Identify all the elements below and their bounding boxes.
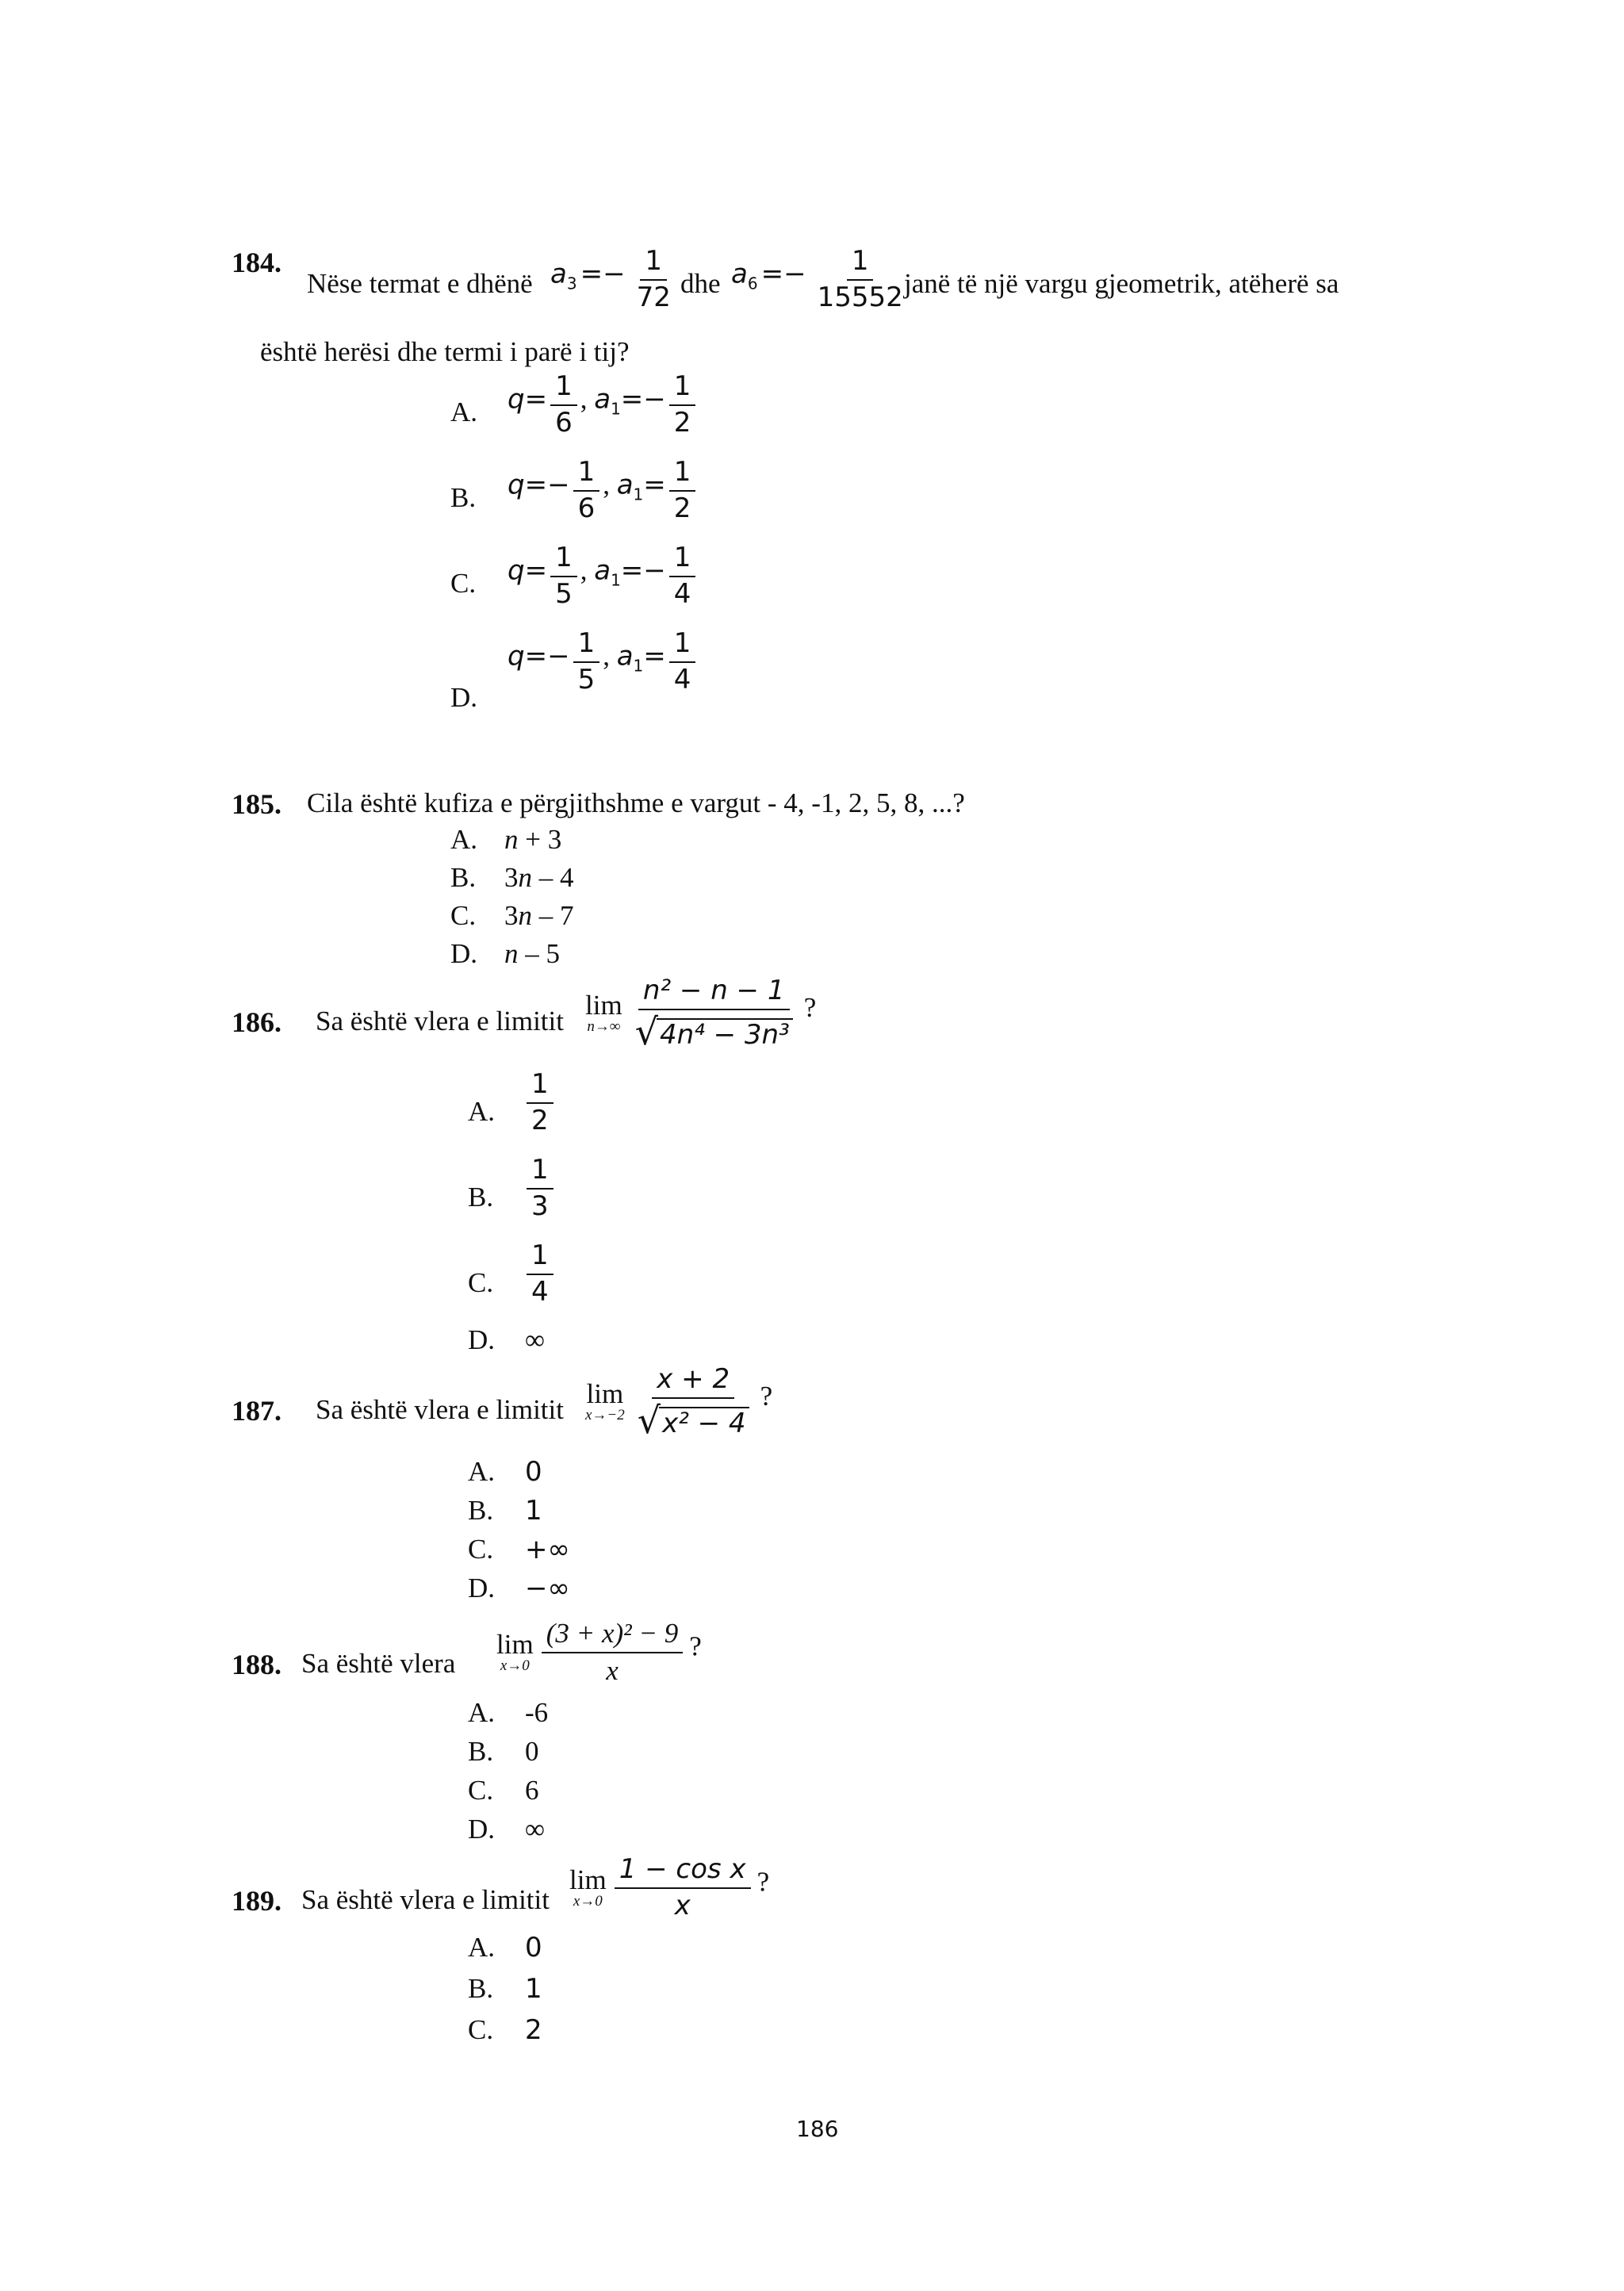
question-number: 187. xyxy=(232,1395,282,1427)
option-value[interactable]: 6 xyxy=(525,1775,539,1806)
fraction: $\frac{\text{1 − cos x}}{x}$ xyxy=(615,1856,751,1920)
option-letter: A. xyxy=(468,1697,496,1728)
question-number: 185. xyxy=(232,788,282,820)
option-value[interactable]: +∞ xyxy=(525,1534,570,1565)
limit-expression-186: lim n→∞ n² − n − 1 √ 4n⁴ − 3n³ ? xyxy=(585,975,817,1053)
option-letter: A. xyxy=(450,397,478,427)
fraction: $\frac{1}{72}$ xyxy=(636,245,671,313)
fraction: $\frac{1}{4}$ xyxy=(669,630,696,694)
option-value[interactable]: -6 xyxy=(525,1697,549,1728)
option-expression[interactable]: q= $\frac{1}{6}$ , a1=− $\frac{1}{2}$ xyxy=(508,373,699,437)
option-letter: B. xyxy=(468,1495,494,1526)
option-expression[interactable]: q=− $\frac{1}{6}$ , a1= $\frac{1}{2}$ xyxy=(508,458,699,523)
fraction: $\frac{1}{6}$ xyxy=(550,373,577,437)
option-letter: A. xyxy=(468,1932,496,1963)
option-expression[interactable]: q= $\frac{1}{5}$ , a1=− $\frac{1}{4}$ xyxy=(508,544,699,608)
option-letter: D. xyxy=(450,938,478,969)
option-letter: C. xyxy=(450,568,477,599)
option-letter: B. xyxy=(450,482,477,513)
question-186-text: Sa është vlera e limitit xyxy=(316,1006,564,1036)
option-letter: C. xyxy=(468,1267,494,1298)
option-value[interactable]: n – 5 xyxy=(504,938,560,969)
option-letter: D. xyxy=(450,682,478,713)
option-fraction[interactable]: $\frac{1}{2}$ xyxy=(527,1071,553,1135)
option-letter: B. xyxy=(468,1736,494,1767)
option-value[interactable]: 3n – 7 xyxy=(504,900,574,931)
option-letter: A. xyxy=(468,1456,496,1487)
option-value[interactable]: 3n – 4 xyxy=(504,862,574,893)
option-value[interactable]: 2 xyxy=(525,2014,542,2046)
option-value[interactable]: 0 xyxy=(525,1456,542,1488)
option-letter: B. xyxy=(468,1973,494,2004)
question-number: 184. xyxy=(232,247,282,278)
fraction: $\frac{1}{5}$ xyxy=(550,544,577,608)
fraction: $\frac{1}{5}$ xyxy=(573,630,600,694)
option-letter: B. xyxy=(450,862,477,893)
fraction: $\frac{1}{2}$ xyxy=(669,458,696,523)
fraction: $\frac{1}{2}$ xyxy=(669,373,696,437)
expression-a3: a3 =− $\frac{1}{72}$ xyxy=(550,247,679,312)
question-number: 189. xyxy=(232,1885,282,1917)
fraction: x + 2 √ x² − 4 xyxy=(633,1366,754,1439)
option-value[interactable]: −∞ xyxy=(525,1573,570,1604)
fraction: $\frac{1}{4}$ xyxy=(669,544,696,608)
option-value[interactable]: ∞ xyxy=(525,1324,545,1355)
option-letter: B. xyxy=(468,1182,494,1213)
option-letter: C. xyxy=(450,900,477,931)
option-letter: C. xyxy=(468,2014,494,2045)
question-184-line2: është herësi dhe termi i parë i tij? xyxy=(260,336,630,367)
fraction: n² − n − 1 √ 4n⁴ − 3n³ xyxy=(630,977,798,1050)
option-letter: D. xyxy=(468,1573,496,1603)
page-number: 186 xyxy=(796,2116,839,2142)
option-letter: C. xyxy=(468,1775,494,1806)
option-value[interactable]: 1 xyxy=(525,1495,542,1527)
text-dhe: dhe xyxy=(680,268,721,299)
option-letter: A. xyxy=(450,824,478,855)
option-value[interactable]: 0 xyxy=(525,1736,539,1767)
question-184 xyxy=(232,246,282,279)
option-letter: C. xyxy=(468,1534,494,1565)
question-185-text: Cila është kufiza e përgjithshme e vargut - 4, -1, 2, 5, 8, ...? xyxy=(307,787,965,818)
option-fraction[interactable]: $\frac{1}{3}$ xyxy=(527,1156,553,1220)
option-fraction[interactable]: $\frac{1}{4}$ xyxy=(527,1242,553,1306)
limit-expression-187: lim x→−2 x + 2 √ x² − 4 ? xyxy=(585,1363,773,1442)
question-184-lead: Nëse termat e dhënë xyxy=(307,268,533,299)
option-value[interactable]: ∞ xyxy=(525,1814,545,1845)
option-letter: A. xyxy=(468,1096,496,1127)
fraction: $\frac{1}{15552}$ xyxy=(817,245,903,313)
limit-expression-188: lim x→0 $\frac{\text{(3 + x)² − 9}}{x}$ ? xyxy=(496,1618,702,1686)
question-number: 186. xyxy=(232,1006,282,1038)
question-184-tail: janë të një vargu gjeometrik, atëherë sa xyxy=(904,268,1339,299)
question-187-text: Sa është vlera e limitit xyxy=(316,1394,564,1425)
limit-expression-189: lim x→0 $\frac{\text{1 − cos x}}{x}$ ? xyxy=(569,1853,770,1921)
expression-a6: a6 =− $\frac{1}{15552}$ xyxy=(731,247,911,312)
option-value[interactable]: 0 xyxy=(525,1932,542,1963)
fraction: $\frac{\text{(3 + x)² − 9}}{x}$ xyxy=(542,1619,684,1686)
option-value[interactable]: 1 xyxy=(525,1973,542,2005)
fraction: $\frac{1}{6}$ xyxy=(573,458,600,523)
option-value[interactable]: n + 3 xyxy=(504,824,562,855)
option-letter: D. xyxy=(468,1814,496,1845)
question-188-text: Sa është vlera xyxy=(301,1648,456,1679)
question-189-text: Sa është vlera e limitit xyxy=(301,1884,550,1915)
option-expression[interactable]: q=− $\frac{1}{5}$ , a1= $\frac{1}{4}$ xyxy=(508,630,699,694)
option-letter: D. xyxy=(468,1324,496,1355)
question-number: 188. xyxy=(232,1649,282,1680)
